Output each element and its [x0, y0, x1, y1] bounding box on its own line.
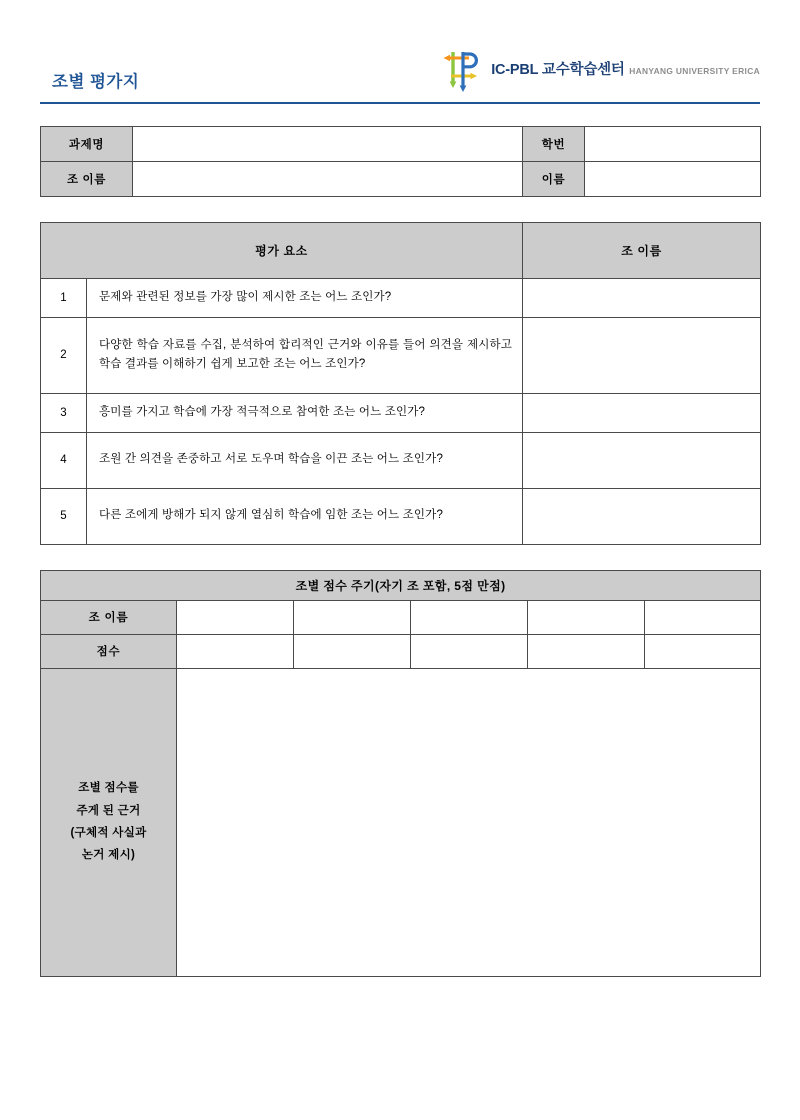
table-row: [41, 162, 761, 197]
ic-pbl-logo-icon: [439, 48, 485, 92]
table-row: [41, 668, 761, 976]
label-student-name: 이름: [523, 162, 585, 197]
criterion-text: 흥미를 가지고 학습에 가장 적극적으로 참여한 조는 어느 조인가?: [87, 393, 523, 432]
table-row: [41, 317, 761, 393]
criteria-header-row: [41, 223, 761, 279]
criterion-answer-field[interactable]: [523, 432, 761, 488]
table-row: [41, 432, 761, 488]
group-name-cell-1[interactable]: [177, 600, 294, 634]
logo-wordmark: [491, 62, 760, 78]
rationale-label-line-1: 조별 점수를: [78, 782, 139, 795]
criterion-text: 문제와 관련된 정보를 가장 많이 제시한 조는 어느 조인가?: [87, 279, 523, 318]
score-cell-3[interactable]: [411, 634, 528, 668]
identity-table: [40, 126, 761, 197]
criterion-text: 다른 조에게 방해가 되지 않게 열심히 학습에 임한 조는 어느 조인가?: [87, 488, 523, 544]
page-header: [40, 42, 760, 104]
score-cell-5[interactable]: [645, 634, 761, 668]
criterion-answer-field[interactable]: [523, 393, 761, 432]
label-group-name: 조 이름: [41, 162, 133, 197]
logo-sub-text: HANYANG UNIVERSITY ERICA: [629, 66, 760, 76]
table-row: [41, 393, 761, 432]
page-title: 조별 평가지: [52, 73, 140, 91]
label-assignment-name: 과제명: [41, 127, 133, 162]
field-assignment-name[interactable]: [133, 127, 523, 162]
table-row: [41, 634, 761, 668]
header-answer-group: 조 이름: [523, 223, 761, 279]
field-student-id[interactable]: [585, 127, 761, 162]
criterion-number: 5: [41, 488, 87, 544]
label-score-rationale: [41, 668, 177, 976]
criterion-number: 2: [41, 317, 87, 393]
field-group-name[interactable]: [133, 162, 523, 197]
group-name-cell-4[interactable]: [528, 600, 645, 634]
criterion-answer-field[interactable]: [523, 279, 761, 318]
criterion-number: 1: [41, 279, 87, 318]
label-student-id: 학번: [523, 127, 585, 162]
criterion-number: 3: [41, 393, 87, 432]
field-score-rationale[interactable]: [177, 668, 761, 976]
group-name-cell-5[interactable]: [645, 600, 761, 634]
score-table: [40, 570, 761, 977]
score-cell-1[interactable]: [177, 634, 294, 668]
institution-logo: [439, 48, 760, 92]
score-caption-row: [41, 570, 761, 600]
criterion-text: 조원 간 의견을 존중하고 서로 도우며 학습을 이끈 조는 어느 조인가?: [87, 432, 523, 488]
score-cell-2[interactable]: [294, 634, 411, 668]
criteria-table: [40, 222, 761, 545]
criterion-text: 다양한 학습 자료를 수집, 분석하여 합리적인 근거와 이유를 들어 의견을 제시하고 학습 결과를 이해하기 쉽게 보고한 조는 어느 조인가?: [87, 317, 523, 393]
table-row: [41, 600, 761, 634]
table-row: [41, 127, 761, 162]
label-score-row: 점수: [41, 634, 177, 668]
score-cell-4[interactable]: [528, 634, 645, 668]
rationale-label-line-3: (구체적 사실과: [70, 827, 147, 840]
score-table-caption: 조별 점수 주기(자기 조 포함, 5점 만점): [41, 570, 761, 600]
table-row: [41, 488, 761, 544]
criterion-answer-field[interactable]: [523, 317, 761, 393]
logo-main-text: IC-PBL 교수학습센터: [491, 62, 625, 78]
group-name-cell-2[interactable]: [294, 600, 411, 634]
criterion-number: 4: [41, 432, 87, 488]
group-name-cell-3[interactable]: [411, 600, 528, 634]
header-criterion: 평가 요소: [41, 223, 523, 279]
title-divider: [40, 102, 760, 104]
field-student-name[interactable]: [585, 162, 761, 197]
rationale-label-line-2: 주게 된 근거: [76, 804, 141, 817]
label-group-name-row: 조 이름: [41, 600, 177, 634]
criterion-answer-field[interactable]: [523, 488, 761, 544]
table-row: [41, 279, 761, 318]
rationale-label-line-4: 논거 제시): [81, 849, 136, 862]
